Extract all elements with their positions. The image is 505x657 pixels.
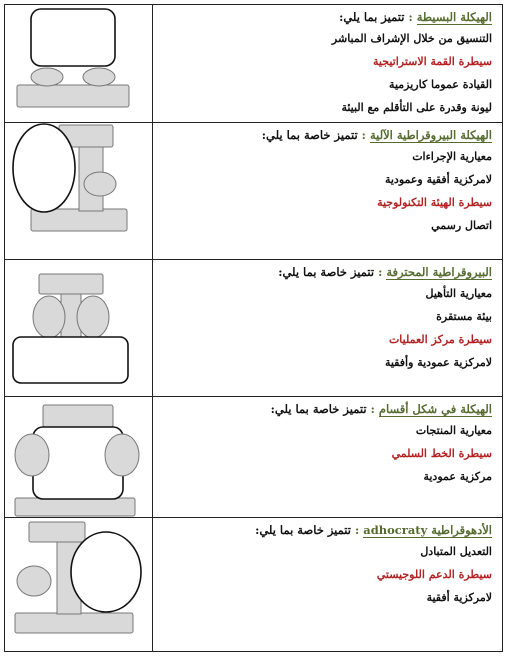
operating-core-shape bbox=[17, 85, 129, 107]
operating-core-shape bbox=[15, 498, 135, 516]
structure-intro: تتميز خاصة بما يلي: bbox=[261, 128, 358, 142]
table-row bbox=[5, 5, 502, 123]
simple-structure-diagram bbox=[5, 5, 152, 122]
structure-intro: تتميز خاصة بما يلي: bbox=[255, 523, 351, 537]
row-text bbox=[162, 400, 492, 488]
adhocracy-diagram bbox=[5, 518, 152, 651]
table-row bbox=[5, 397, 502, 518]
row-text bbox=[162, 8, 492, 119]
structure-intro: تتميز خاصة بما يلي: bbox=[270, 402, 367, 416]
operating-core-shape bbox=[15, 613, 133, 633]
support-staff-shape bbox=[83, 68, 115, 86]
strategic-apex-shape bbox=[39, 274, 103, 294]
row-heading: البيروقراطية المحترفة : تتميز خاصة بما يلي: bbox=[278, 265, 492, 279]
row-text bbox=[162, 521, 492, 609]
structure-intro: تتميز بما يلي: bbox=[339, 10, 405, 24]
list-item: التعديل المتبادل bbox=[420, 545, 492, 558]
list-item: سيطرة القمة الاستراتيجية bbox=[373, 55, 492, 68]
operating-core-shape bbox=[13, 337, 128, 383]
list-item: سيطرة الخط السلمي bbox=[391, 447, 492, 460]
table-row bbox=[5, 518, 502, 651]
list-item: معيارية المنتجات bbox=[415, 424, 492, 437]
support-staff-shape bbox=[84, 172, 116, 196]
structure-title: الهيكلة البسيطة bbox=[416, 10, 492, 24]
structure-intro: تتميز خاصة بما يلي: bbox=[278, 265, 375, 279]
table-row bbox=[5, 123, 502, 260]
list-item: القيادة عموما كاريزمية bbox=[389, 78, 492, 91]
list-item: بيئة مستقرة bbox=[436, 310, 492, 323]
structure-title: الهيكلة البيروقراطية الآلية bbox=[369, 128, 492, 142]
structure-title: الهيكلة في شكل أقسام bbox=[378, 402, 492, 416]
strategic-apex-shape bbox=[29, 522, 85, 542]
table-row bbox=[5, 260, 502, 397]
list-item: التنسيق من خلال الإشراف المباشر bbox=[331, 32, 492, 45]
row-text bbox=[162, 126, 492, 237]
support-staff-shape bbox=[105, 434, 139, 476]
technostructure-shape bbox=[33, 296, 65, 338]
list-item: اتصال رسمي bbox=[431, 219, 492, 232]
list-item: مركزية عمودية bbox=[423, 470, 492, 483]
professional-bureaucracy-diagram bbox=[5, 260, 152, 396]
strategic-apex-shape bbox=[31, 9, 115, 66]
structure-title: الأدهوقراطية adhocraty bbox=[363, 523, 492, 537]
machine-bureaucracy-diagram bbox=[5, 123, 152, 259]
list-item: معيارية الإجراءات bbox=[412, 150, 492, 163]
row-heading: الهيكلة البسيطة : تتميز بما يلي: bbox=[339, 10, 492, 24]
strategic-apex-shape bbox=[43, 405, 113, 427]
technostructure-shape bbox=[31, 68, 63, 86]
structures-table bbox=[4, 4, 503, 652]
list-item: لامركزية عمودية وأفقية bbox=[384, 356, 492, 369]
technostructure-shape bbox=[17, 566, 51, 596]
list-item: معيارية التأهيل bbox=[425, 287, 492, 300]
divisional-structure-diagram bbox=[5, 397, 152, 517]
structure-title: البيروقراطية المحترفة bbox=[386, 265, 492, 279]
row-heading: الأدهوقراطية adhocraty : تتميز خاصة بما يلي: bbox=[255, 523, 492, 537]
list-item: ليونة وقدرة على التأقلم مع البيئة bbox=[341, 101, 492, 114]
list-item: سيطرة مركز العمليات bbox=[388, 333, 492, 346]
list-item: سيطرة الدعم اللوجيستي bbox=[376, 568, 492, 581]
support-staff-shape bbox=[77, 296, 109, 338]
row-heading: الهيكلة في شكل أقسام : تتميز خاصة بما يلي: bbox=[270, 402, 492, 416]
row-text bbox=[162, 263, 492, 374]
list-item: لامركزية أفقية وعمودية bbox=[384, 173, 492, 186]
technostructure-shape bbox=[13, 124, 75, 212]
row-heading: الهيكلة البيروقراطية الآلية : تتميز خاصة بما يلي: bbox=[261, 128, 492, 142]
list-item: لامركزية أفقية bbox=[426, 591, 492, 604]
technostructure-shape bbox=[15, 434, 49, 476]
list-item: سيطرة الهيئة التكنولوجية bbox=[377, 196, 492, 209]
support-staff-shape bbox=[71, 532, 141, 612]
